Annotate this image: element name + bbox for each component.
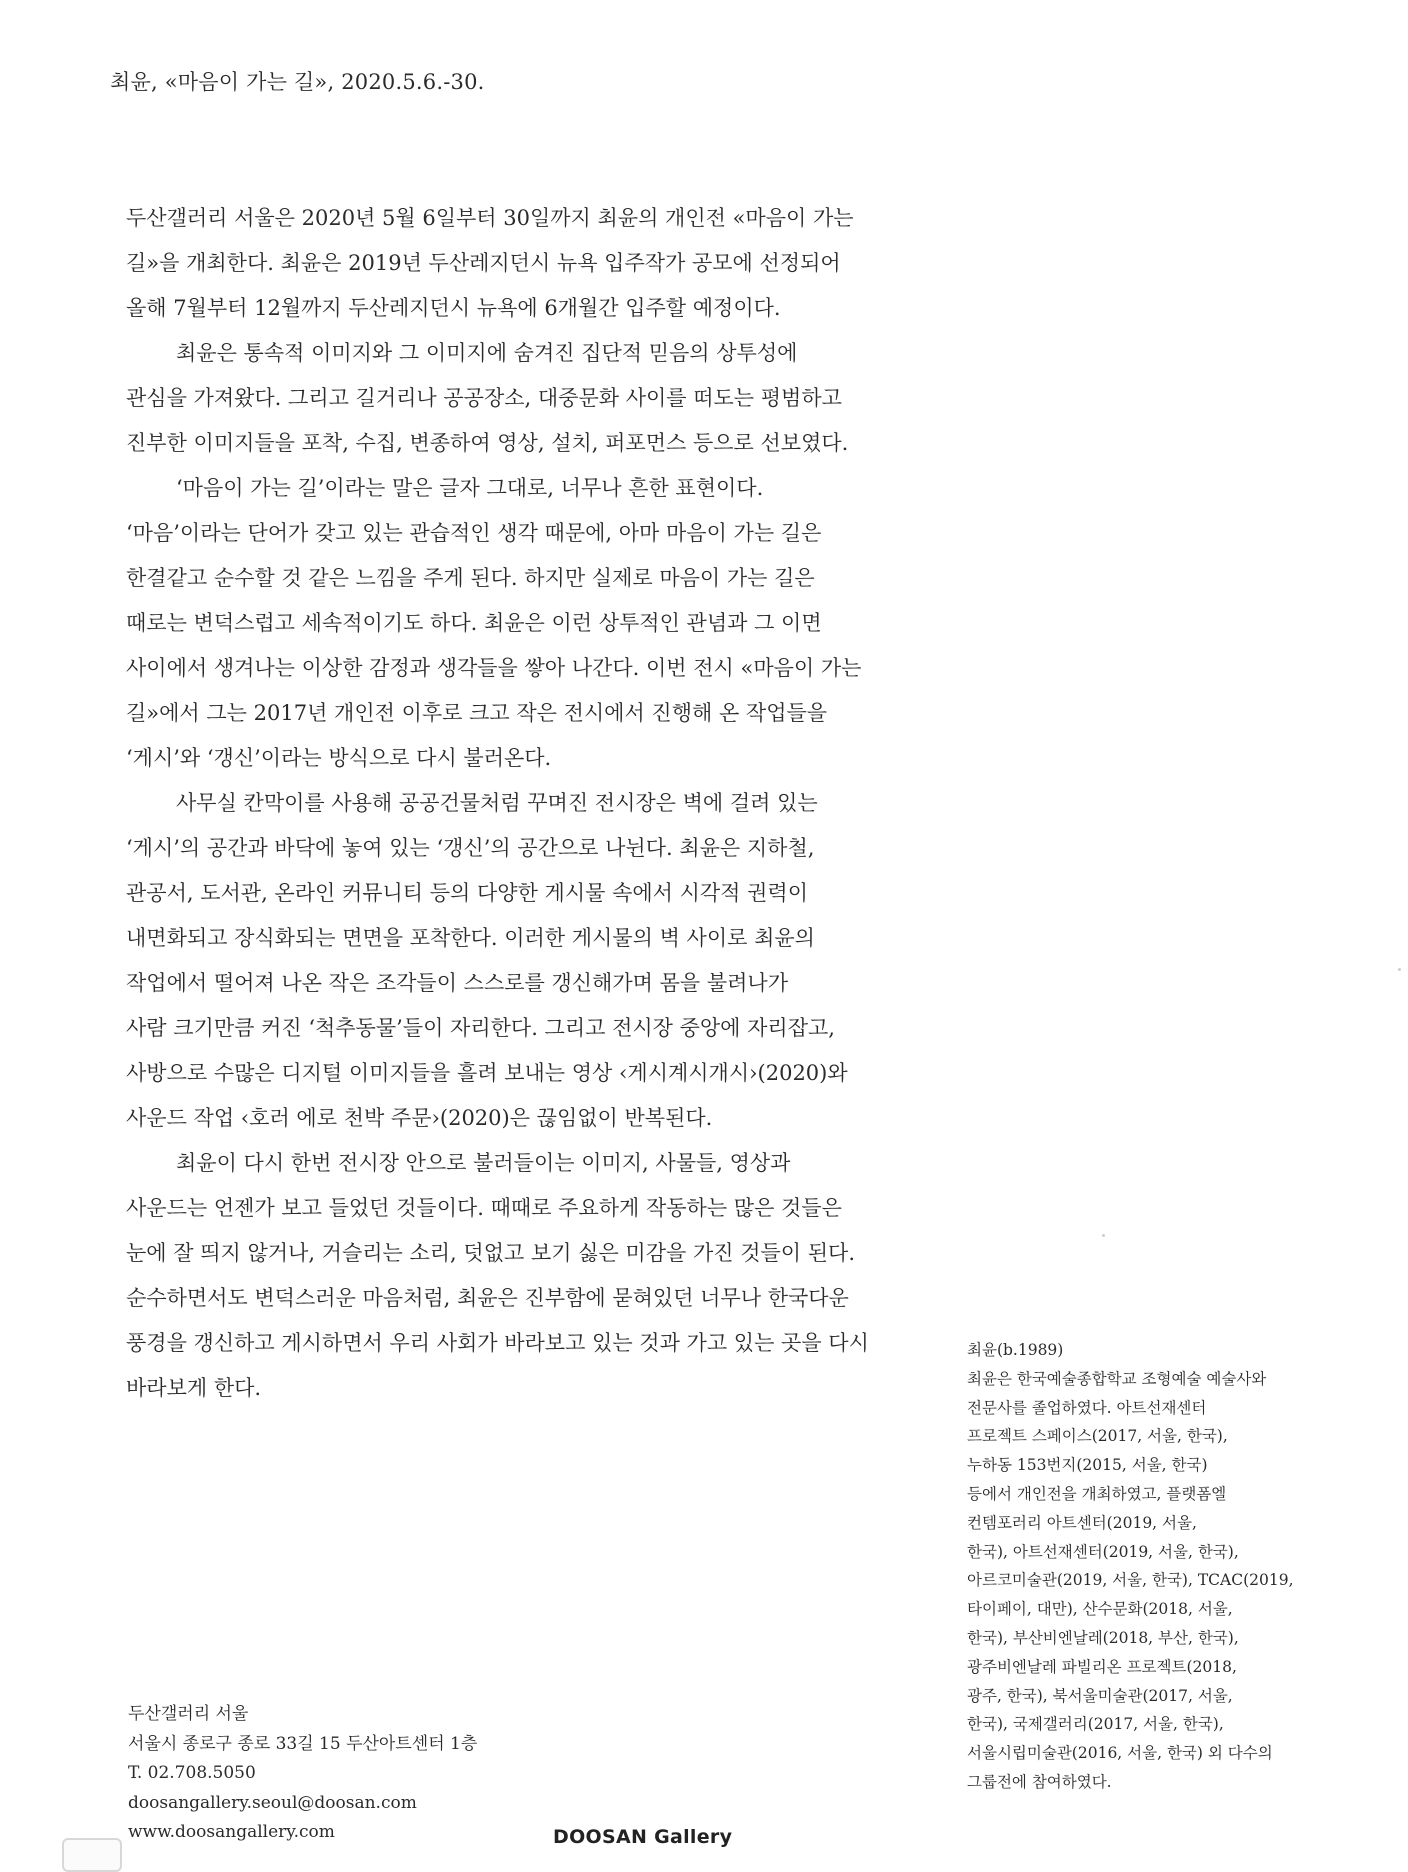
body-line: 최윤이 다시 한번 전시장 안으로 불러들이는 이미지, 사물들, 영상과 [176, 1151, 791, 1175]
body-line: 진부한 이미지들을 포착, 수집, 변종하여 영상, 설치, 퍼포먼스 등으로 선보였다. [126, 431, 849, 455]
scan-speck [1102, 1234, 1105, 1237]
body-line: 사이에서 생겨나는 이상한 감정과 생각들을 쌓아 나간다. 이번 전시 «마음이 가는 [126, 656, 862, 680]
body-line: 내면화되고 장식화되는 면면을 포착한다. 이러한 게시물의 벽 사이로 최윤의 [126, 926, 815, 950]
scan-artifact [62, 1838, 122, 1872]
bio-line: 한국), 부산비엔날레(2018, 부산, 한국), [967, 1628, 1239, 1647]
body-line: 사운드는 언젠가 보고 들었던 것들이다. 때때로 주요하게 작동하는 많은 것들은 [126, 1196, 842, 1220]
body-line: 사운드 작업 ‹호러 에로 천박 주문›(2020)은 끊임없이 반복된다. [126, 1106, 713, 1130]
body-line: 길»에서 그는 2017년 개인전 이후로 크고 작은 전시에서 진행해 온 작업들을 [126, 701, 828, 725]
bio-line: 누하동 153번지(2015, 서울, 한국) [967, 1456, 1208, 1475]
gallery-name: 두산갤러리 서울 [128, 1704, 249, 1724]
body-line: 올해 7월부터 12월까지 두산레지던시 뉴욕에 6개월간 입주할 예정이다. [126, 296, 781, 320]
body-line: 작업에서 떨어져 나온 작은 조각들이 스스로를 갱신해가며 몸을 불려나가 [126, 971, 788, 995]
bio-line: 서울시립미술관(2016, 서울, 한국) 외 다수의 [967, 1744, 1273, 1763]
body-line: 관심을 가져왔다. 그리고 길거리나 공공장소, 대중문화 사이를 떠도는 평범하고 [126, 386, 842, 410]
body-line: 사방으로 수많은 디지털 이미지들을 흘려 보내는 영상 ‹게시계시개시›(2020)와 [126, 1061, 848, 1085]
body-line: ‘게시’와 ‘갱신’이라는 방식으로 다시 불러온다. [126, 746, 552, 770]
body-line: 최윤은 통속적 이미지와 그 이미지에 숨겨진 집단적 믿음의 상투성에 [176, 341, 798, 365]
bio-line: 타이페이, 대만), 산수문화(2018, 서울, [967, 1600, 1233, 1619]
gallery-website: www.doosangallery.com [128, 1822, 335, 1842]
body-line: ‘마음’이라는 단어가 갖고 있는 관습적인 생각 때문에, 아마 마음이 가는 길은 [126, 521, 822, 545]
artist-bio [967, 1336, 1387, 1797]
gallery-address: 서울시 종로구 종로 33길 15 두산아트센터 1층 [128, 1733, 478, 1754]
scan-speck [1398, 968, 1401, 971]
bio-line: 광주, 한국), 북서울미술관(2017, 서울, [967, 1686, 1233, 1705]
body-line: 관공서, 도서관, 온라인 커뮤니티 등의 다양한 게시물 속에서 시각적 권력이 [126, 881, 809, 905]
bio-line: 한국), 아트선재센터(2019, 서울, 한국), [967, 1542, 1239, 1561]
gallery-phone: T. 02.708.5050 [128, 1763, 256, 1783]
bio-line: 등에서 개인전을 개최하였고, 플랫폼엘 [967, 1484, 1227, 1503]
body-line: 두산갤러리 서울은 2020년 5월 6일부터 30일까지 최윤의 개인전 «마음이 가는 [126, 206, 854, 230]
exhibition-description [126, 196, 926, 1411]
artist-bio-title: 최윤(b.1989) [967, 1341, 1064, 1359]
exhibition-title: 최윤, «마음이 가는 길», 2020.5.6.-30. [110, 70, 485, 94]
bio-line: 광주비엔날레 파빌리온 프로젝트(2018, [967, 1657, 1237, 1676]
bio-line: 전문사를 졸업하였다. 아트선재센터 [967, 1398, 1207, 1417]
body-line: ‘게시’의 공간과 바닥에 놓여 있는 ‘갱신’의 공간으로 나뉜다. 최윤은 지하철, [126, 836, 815, 860]
bio-line: 최윤은 한국예술종합학교 조형예술 예술사와 [967, 1369, 1267, 1388]
gallery-email: doosangallery.seoul@doosan.com [128, 1792, 417, 1813]
bio-line: 컨템포러리 아트센터(2019, 서울, [967, 1513, 1197, 1532]
doosan-gallery-logo: DOOSAN Gallery [553, 1826, 733, 1848]
body-line: 길»을 개최한다. 최윤은 2019년 두산레지던시 뉴욕 입주작가 공모에 선정되어 [126, 251, 841, 275]
body-line: 한결같고 순수할 것 같은 느낌을 주게 된다. 하지만 실제로 마음이 가는 길은 [126, 566, 815, 590]
bio-line: 그룹전에 참여하였다. [967, 1772, 1112, 1791]
body-line: 풍경을 갱신하고 게시하면서 우리 사회가 바라보고 있는 것과 가고 있는 곳을 다시 [126, 1331, 869, 1355]
bio-line: 한국), 국제갤러리(2017, 서울, 한국), [967, 1715, 1224, 1734]
body-line: 순수하면서도 변덕스러운 마음처럼, 최윤은 진부함에 묻혀있던 너무나 한국다운 [126, 1286, 849, 1310]
body-line: 사람 크기만큼 커진 ‘척추동물’들이 자리한다. 그리고 전시장 중앙에 자리잡고, [126, 1016, 835, 1040]
body-line: 바라보게 한다. [126, 1376, 262, 1400]
body-line: ‘마음이 가는 길’이라는 말은 글자 그대로, 너무나 흔한 표현이다. [176, 476, 764, 500]
body-line: 눈에 잘 띄지 않거나, 거슬리는 소리, 덧없고 보기 싫은 미감을 가진 것들이 된다. [126, 1241, 855, 1265]
body-line: 때로는 변덕스럽고 세속적이기도 하다. 최윤은 이런 상투적인 관념과 그 이면 [126, 611, 822, 635]
bio-line: 프로젝트 스페이스(2017, 서울, 한국), [967, 1427, 1228, 1446]
body-line: 사무실 칸막이를 사용해 공공건물처럼 꾸며진 전시장은 벽에 걸려 있는 [176, 791, 818, 815]
bio-line: 아르코미술관(2019, 서울, 한국), TCAC(2019, [967, 1571, 1294, 1590]
gallery-contact [128, 1700, 477, 1848]
